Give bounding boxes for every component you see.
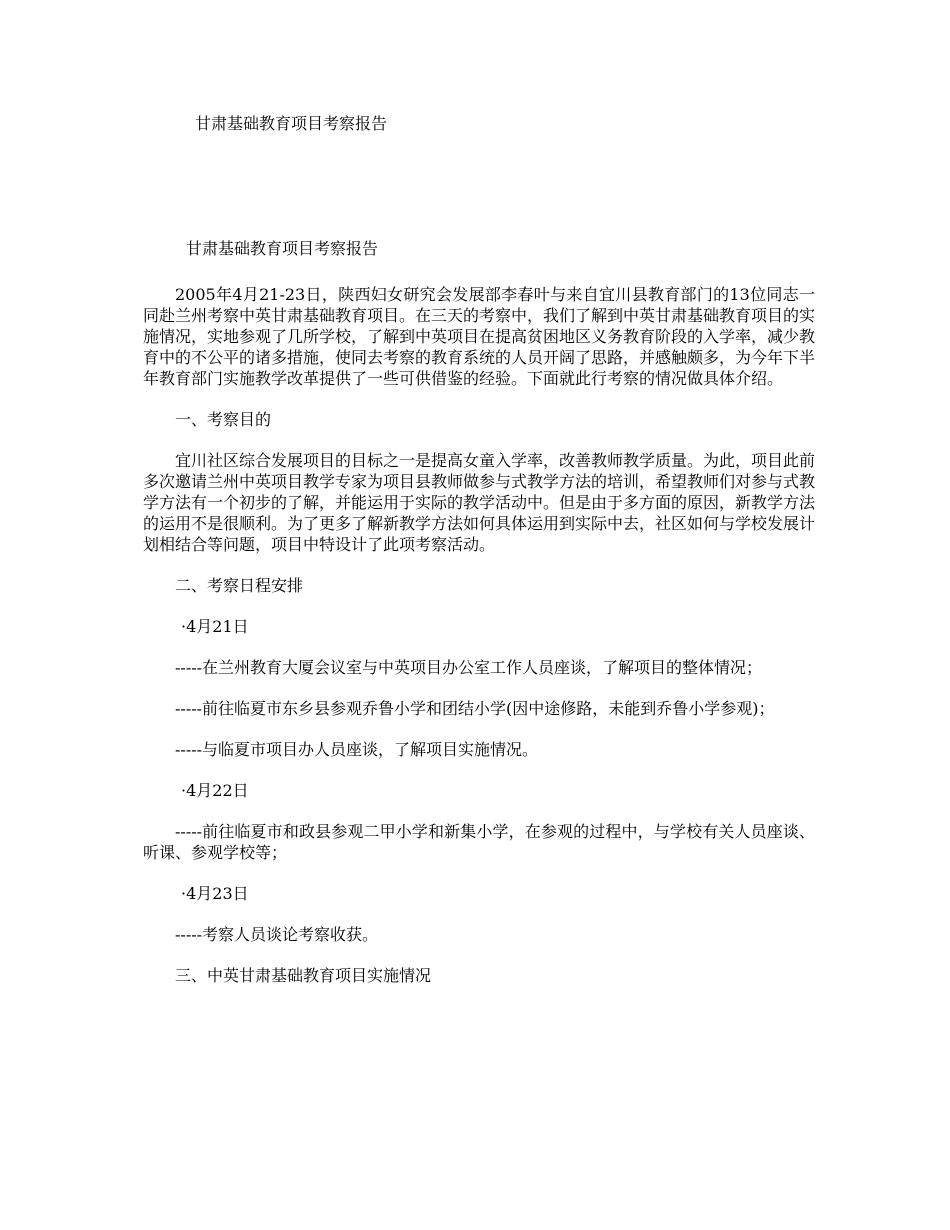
schedule-day-1-label: ·4月21日 <box>181 617 249 636</box>
schedule-day-2-item-1: -----前往临夏市和政县参观二甲小学和新集小学，在参观的过程中，与学校有关人员座谈、听课、参观学校等； <box>143 822 815 862</box>
section2-heading: 二、考察日程安排 <box>175 576 304 595</box>
section1-paragraph: 宜川社区综合发展项目的目标之一是提高女童入学率，改善教师教学质量。为此，项目此前多次邀请兰州中英项目教学专家为项目县教师做参与式教学方法的培训，希望教师们对参与式教学方法有一个初步的了解，并能运用于实际的教学活动中。但是由于多方面的原因，新教学方法的运用不是很顺利。为了更多了解新教学方法如何具体运用到实际中去，社区如何与学校发展计划相结合等问题，项目中特设计了此项考察活动。 <box>143 451 816 554</box>
intro-paragraph: 2005年4月21-23日，陕西妇女研究会发展部李春叶与来自宜川县教育部门的13位同志一同赴兰州考察中英甘肃基础教育项目。在三天的考察中，我们了解到中英甘肃基础教育项目的实施情况，实地参观了几所学校，了解到中英项目在提高贫困地区义务教育阶段的入学率，减少教育中的不公平的诸多措施，使同去考察的教育系统的人员开阔了思路，并感触颇多，为今年下半年教育部门实施教学改革提供了一些可供借鉴的经验。下面就此行考察的情况做具体介绍。 <box>143 285 816 388</box>
schedule-day-3-label: ·4月23日 <box>181 884 249 903</box>
section3-heading: 三、中英甘肃基础教育项目实施情况 <box>175 966 432 985</box>
schedule-day-1-item-3: -----与临夏市项目办人员座谈，了解项目实施情况。 <box>175 740 539 759</box>
schedule-day-2-label: ·4月22日 <box>181 781 249 800</box>
document-body <box>143 238 815 1006</box>
schedule-day-3-item-1: -----考察人员谈论考察收获。 <box>175 925 379 944</box>
document-header-title: 甘肃基础教育项目考察报告 <box>195 114 388 133</box>
schedule-day-1-item-2: -----前往临夏市东乡县参观乔鲁小学和团结小学(因中途修路，未能到乔鲁小学参观)； <box>175 699 775 718</box>
section1-heading: 一、考察目的 <box>175 410 272 429</box>
document-title: 甘肃基础教育项目考察报告 <box>186 239 379 258</box>
schedule-day-1-item-1: -----在兰州教育大厦会议室与中英项目办公室工作人员座谈，了解项目的整体情况； <box>175 658 763 677</box>
